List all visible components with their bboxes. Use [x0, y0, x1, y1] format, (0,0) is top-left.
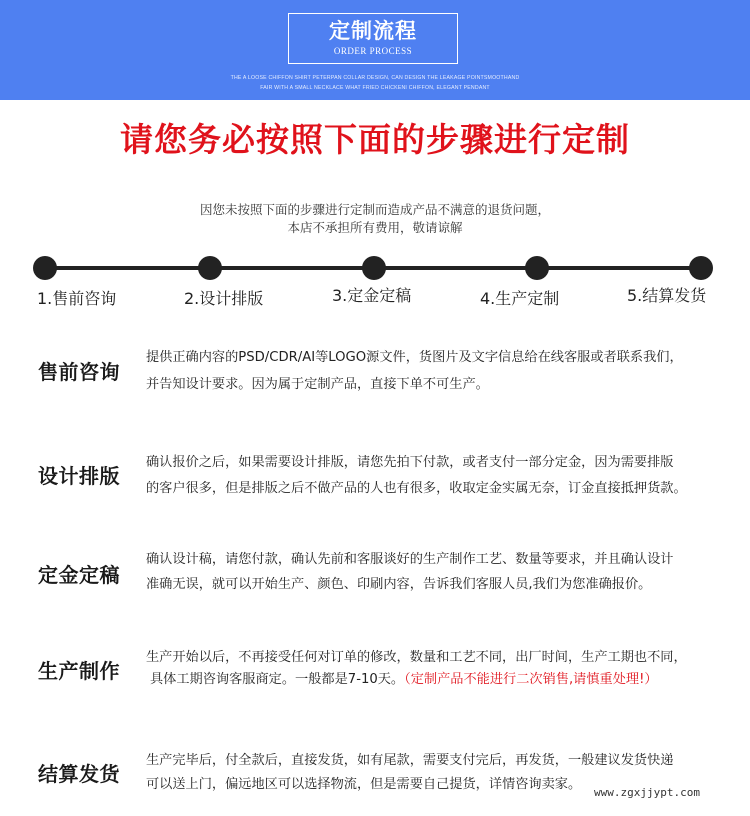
section-text-line-2: 并告知设计要求。因为属于定制产品，直接下单不可生产。	[146, 377, 489, 392]
timeline-dot-5	[689, 256, 713, 280]
section-text-line-1: 确认设计稿，请您付款，确认先前和客服谈好的生产制作工艺、数量等要求，并且确认设计	[146, 552, 674, 567]
header-subtitle: ORDER PROCESS	[333, 46, 413, 56]
section-text-line-2: 准确无误，就可以开始生产、颜色、印刷内容，告诉我们客服人员,我们为您准确报价。	[146, 577, 652, 592]
step-label-4: 4.生产定制	[480, 289, 560, 308]
main-title: 请您务必按照下面的步骤进行定制	[120, 120, 630, 159]
section-label: 定金定稿	[38, 563, 120, 587]
section-text-line-1: 提供正确内容的PSD/CDR/AI等LOGO源文件，货图片及文字信息给在线客服或者联系我们，	[146, 350, 683, 365]
section-label: 生产制作	[38, 659, 120, 683]
step-label-1: 1.售前咨询	[37, 289, 117, 308]
notice-line-2: 本店不承担所有费用，敬请谅解	[287, 220, 463, 235]
timeline-dot-4	[525, 256, 549, 280]
warning-text: （定制产品不能进行二次销售,请慎重处理!）	[404, 672, 658, 687]
section-label: 结算发货	[38, 762, 120, 786]
section-text-line-2	[150, 667, 740, 693]
timeline-dot-2	[198, 256, 222, 280]
header-title: 定制流程	[329, 18, 417, 43]
section-label: 售前咨询	[38, 360, 120, 384]
section-text-line-1: 生产完毕后，付全款后，直接发货，如有尾款，需要支付完后，再发货，一般建议发货快递	[146, 753, 674, 768]
section-text-line-1: 确认报价之后，如果需要设计排版，请您先拍下付款，或者支付一部分定金，因为需要排版	[146, 455, 674, 470]
section-text-normal: 具体工期咨询客服商定。一般都是7-10天。	[150, 672, 405, 687]
header-banner	[0, 0, 750, 100]
section-label: 设计排版	[38, 464, 120, 488]
watermark: www.zgxjjypt.com	[594, 786, 700, 799]
timeline-dot-3	[362, 256, 386, 280]
step-label-3: 3.定金定稿	[332, 286, 412, 305]
section-text-line-1: 生产开始以后，不再接受任何对订单的修改，数量和工艺不同，出厂时间，生产工期也不同，	[146, 650, 687, 665]
header-title-box	[288, 13, 458, 64]
notice-line-1: 因您未按照下面的步骤进行定制而造成产品不满意的退货问题，	[199, 202, 550, 217]
header-description-line-2: FAIR WITH A SMALL NECKLACE WHAT FRIED CHICKENI CHIFFON, ELEGANT PENDANT	[260, 85, 490, 91]
step-label-5: 5.结算发货	[627, 286, 707, 305]
timeline-dot-1	[33, 256, 57, 280]
header-description-line-1: THE A LOOSE CHIFFON SHIRT PETERPAN COLLAR DESIGN, CAN DESIGN THE LEAKAGE POINTSMOOTHAND	[230, 75, 520, 81]
section-text-line-2: 可以送上门，偏远地区可以选择物流，但是需要自己提货，详情咨询卖家。	[146, 777, 582, 792]
section-text-line-2: 的客户很多，但是排版之后不做产品的人也有很多，收取定金实属无奈，订金直接抵押货款。	[146, 481, 687, 496]
step-label-2: 2.设计排版	[184, 289, 264, 308]
